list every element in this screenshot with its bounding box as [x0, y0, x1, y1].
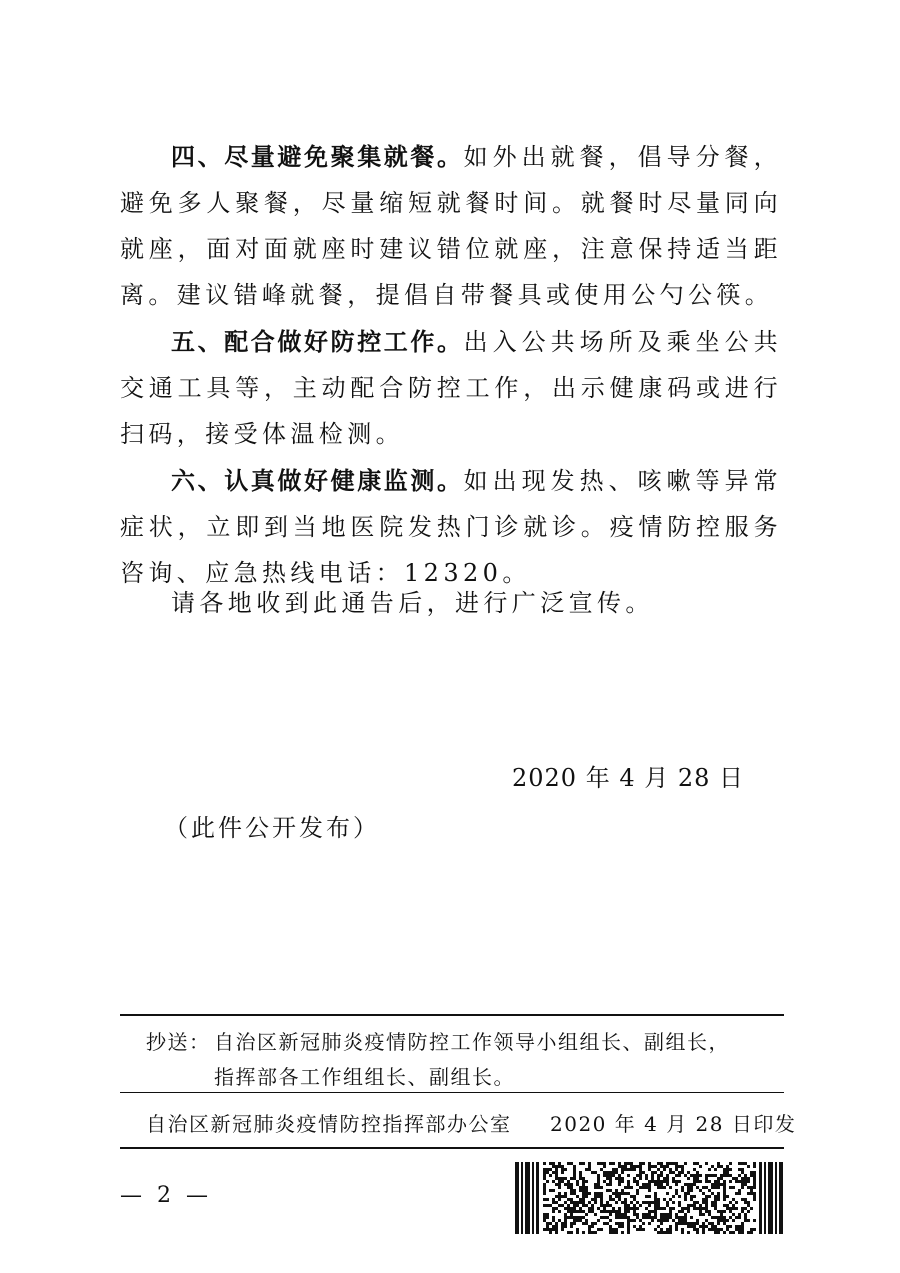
paragraph-heading: 六、认真做好健康监测。 — [171, 467, 464, 495]
paragraph-cooperation — [120, 319, 782, 457]
footer-middle-rule — [120, 1092, 784, 1093]
document-date: 2020 年 4 月 28 日 — [512, 764, 745, 792]
paragraph-heading: 五、配合做好防控工作。 — [171, 328, 464, 356]
page-number: — 2 — — [120, 1183, 212, 1208]
paragraph-publicity — [120, 580, 782, 626]
paragraph-dining — [120, 134, 782, 318]
paragraph-body: 请各地收到此通告后，进行广泛宣传。 — [171, 589, 654, 617]
paragraph-health-monitoring — [120, 458, 782, 596]
paragraph-body: 出入公共场所及乘坐公共交通工具等，主动配合防控工作，出示健康码或进行扫码，接受体温检测。 — [120, 328, 783, 448]
publication-note: （此件公开发布） — [164, 814, 380, 842]
cc-label: 抄送： — [146, 1030, 211, 1054]
cc-block — [146, 1025, 730, 1095]
footer-top-rule — [120, 1014, 784, 1016]
paragraph-heading: 四、尽量避免聚集就餐。 — [171, 143, 464, 171]
issue-date: 2020 年 4 月 28 日印发 — [550, 1112, 797, 1136]
issuing-office: 自治区新冠肺炎疫情防控指挥部办公室 — [146, 1112, 512, 1136]
document-barcode-icon — [515, 1162, 783, 1234]
paragraph-body: 如出现发热、咳嗽等异常症状，立即到当地医院发热门诊就诊。疫情防控服务咨询、应急热线电话：12320。 — [120, 467, 783, 587]
footer-bottom-rule — [120, 1147, 784, 1149]
cc-recipients-line-1: 自治区新冠肺炎疫情防控工作领导小组组长、副组长， — [214, 1030, 730, 1054]
paragraph-body: 如外出就餐，倡导分餐，避免多人聚餐，尽量缩短就餐时间。就餐时尽量同向就座，面对面就座时建议错位就座，注意保持适当距离。建议错峰就餐，提倡自带餐具或使用公勺公筷。 — [120, 143, 783, 309]
cc-recipients-line-2: 指挥部各工作组组长、副组长。 — [214, 1065, 515, 1089]
